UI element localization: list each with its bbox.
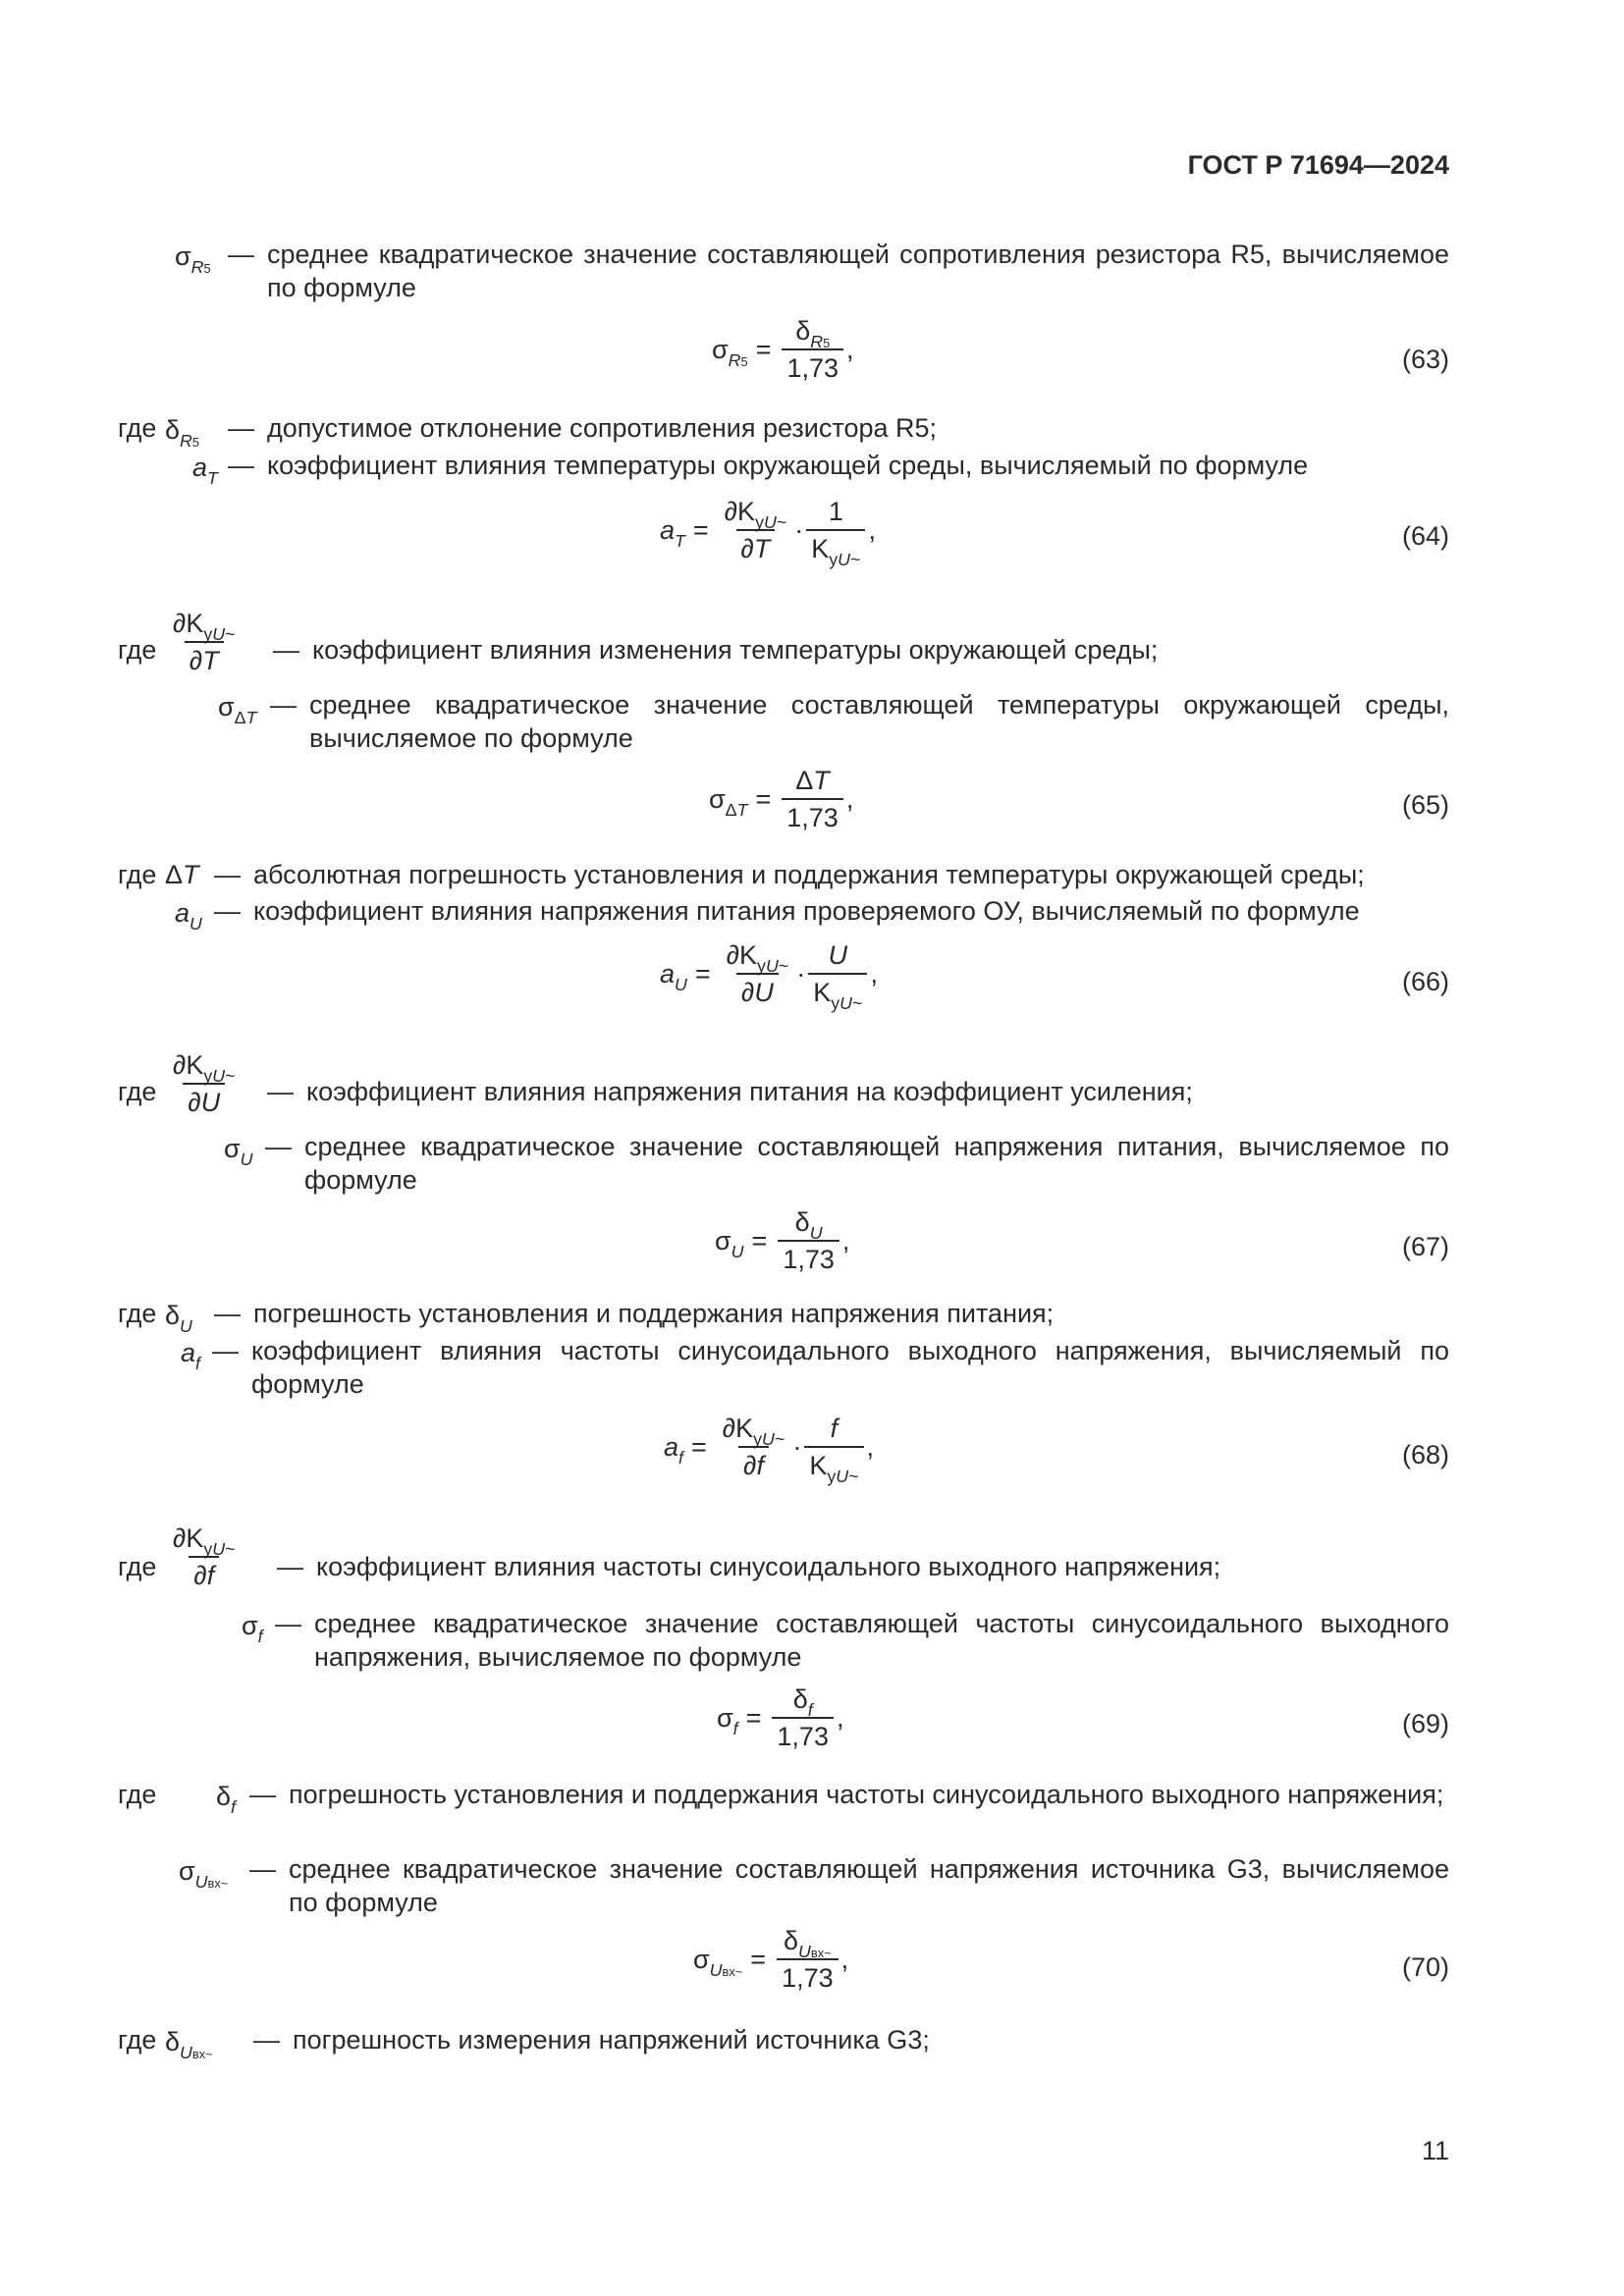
where-label: где: [118, 413, 157, 443]
equation-number-69: (69): [1401, 1709, 1449, 1738]
dash: —: [228, 240, 254, 269]
dash: —: [277, 1552, 303, 1581]
formula-69: $\sigma_f$ = $\frac{\delta_f}{1,73}$ ,: [717, 1684, 844, 1751]
equation-number-67: (67): [1401, 1232, 1449, 1261]
formula-65: $\sigma_{\Delta T}$ = $\frac{\Delta T}{1,73}$ ,: [709, 766, 854, 832]
where-label: где: [118, 1552, 157, 1581]
formula-70: $\sigma_{Uвх\sim}$ = $\frac{\delta_{Uвх\sim}}{1,73}$ ,: [693, 1926, 849, 1993]
symbol-sigma-delta-t: $\sigma_{\Delta T}$: [218, 692, 257, 728]
formula-66: $a_U$ = $\frac{\partial K_{yU\sim}}{\partial U}$ · $\frac{U}{K_{yU\sim}}$ ,: [660, 940, 878, 1014]
formula-67: $\sigma_U$ = $\frac{\delta_U}{1,73}$ ,: [715, 1207, 850, 1274]
symbol-sigma-f: $\sigma_f$: [242, 1611, 263, 1647]
equation-number-64: (64): [1401, 521, 1449, 551]
equation-number-70: (70): [1401, 1952, 1449, 1982]
derivative-symbol-dt: $\frac{\partial K_{yU\sim}}{\partial T}$: [173, 609, 236, 675]
where-label: где: [118, 635, 157, 665]
where-label: где: [118, 1077, 157, 1106]
dash: —: [249, 1780, 276, 1809]
symbol-delta-r5: $\delta_{R5}$: [165, 415, 200, 452]
where-label: где: [118, 1299, 157, 1328]
page-number: 11: [1421, 2136, 1449, 2165]
dash: —: [249, 1854, 276, 1884]
equation-number-66: (66): [1401, 967, 1449, 996]
standard-header: ГОСТ Р 71694—2024: [1187, 150, 1449, 180]
dash: —: [253, 2025, 280, 2055]
formula-68: $a_f$ = $\frac{\partial K_{yU\sim}}{\partial f}$ · $\frac{f}{K_{yU\sim}}$ ,: [664, 1414, 875, 1487]
definition-text: среднее квадратическое значение составляющей напряжения источника G3, вычисляемое по формуле: [289, 1854, 1449, 1917]
symbol-delta-f: $\delta_f$: [216, 1782, 236, 1818]
equation-number-63: (63): [1401, 345, 1449, 374]
definition-text: погрешность измерения напряжений источника G3;: [293, 2025, 930, 2055]
where-label: где: [118, 1780, 157, 1809]
definition-text: среднее квадратическое значение составляющей температуры окружающей среды, вычисляемое по формуле: [309, 690, 1449, 753]
dash: —: [228, 451, 254, 480]
symbol-delta-t: ΔT: [165, 860, 199, 889]
dash: —: [267, 1077, 294, 1106]
definition-text: среднее квадратическое значение составляющей напряжения питания, вычисляемое по формуле: [304, 1132, 1449, 1195]
symbol-sigma-r5: $\sigma_{R5}$: [175, 241, 211, 278]
equation-number-65: (65): [1401, 790, 1449, 820]
symbol-delta-u: $\delta_U$: [165, 1301, 192, 1337]
where-label: где: [118, 2025, 157, 2055]
dash: —: [265, 1132, 292, 1161]
definition-text: коэффициент влияния напряжения питания на коэффициент усиления;: [306, 1077, 1193, 1106]
definition-text: погрешность установления и поддержания напряжения питания;: [253, 1299, 1055, 1328]
definition-text: коэффициент влияния частоты синусоидального выходного напряжения, вычисляемый по формуле: [251, 1336, 1449, 1399]
definition-text: среднее квадратическое значение составляющей сопротивления резистора R5, вычисляемое по формуле: [267, 240, 1449, 302]
symbol-sigma-u: $\sigma_U$: [224, 1134, 253, 1170]
formula-64: $a_T$ = $\frac{\partial K_{yU\sim}}{\partial T}$ · $\frac{1}{K_{yU\sim}}$ ,: [660, 497, 876, 570]
definition-text: коэффициент влияния температуры окружающей среды, вычисляемый по формуле: [267, 451, 1309, 480]
symbol-a-u: $a_U$: [175, 898, 202, 934]
symbol-delta-u-in: $\delta_{Uвх\sim}$: [165, 2027, 213, 2063]
definition-text: коэффициент влияния напряжения питания проверяемого ОУ, вычисляемый по формуле: [253, 896, 1360, 926]
dash: —: [214, 896, 241, 926]
derivative-symbol-du: $\frac{\partial K_{yU\sim}}{\partial U}$: [173, 1050, 236, 1117]
dash: —: [273, 635, 299, 665]
dash: —: [214, 860, 241, 889]
definition-text: коэффициент влияния изменения температуры окружающей среды;: [312, 635, 1159, 665]
dash: —: [212, 1336, 239, 1365]
dash: —: [214, 1299, 241, 1328]
dash: —: [270, 690, 297, 720]
dash: —: [228, 413, 254, 443]
definition-text: среднее квадратическое значение составляющей частоты синусоидального выходного напряжения, вычисляемое по формуле: [314, 1609, 1449, 1672]
equation-number-68: (68): [1401, 1440, 1449, 1469]
definition-text: коэффициент влияния частоты синусоидального выходного напряжения;: [316, 1552, 1221, 1581]
definition-text: абсолютная погрешность установления и поддержания температуры окружающей среды;: [253, 860, 1365, 889]
definition-text: погрешность установления и поддержания частоты синусоидального выходного напряжения;: [289, 1780, 1444, 1809]
derivative-symbol-df: $\frac{\partial K_{yU\sim}}{\partial f}$: [173, 1523, 236, 1590]
formula-63: $\sigma_{R5}$ = $\frac{\delta_{R5}}{1,73}$ ,: [712, 316, 854, 383]
symbol-a-f: $a_f$: [181, 1338, 200, 1374]
definition-text: допустимое отклонение сопротивления резистора R5;: [267, 413, 938, 443]
symbol-sigma-u-in: $\sigma_{Uвх\sim}$: [179, 1856, 229, 1893]
where-label: где: [118, 860, 157, 889]
symbol-a-t: $a_T$: [192, 453, 218, 489]
dash: —: [275, 1609, 301, 1638]
